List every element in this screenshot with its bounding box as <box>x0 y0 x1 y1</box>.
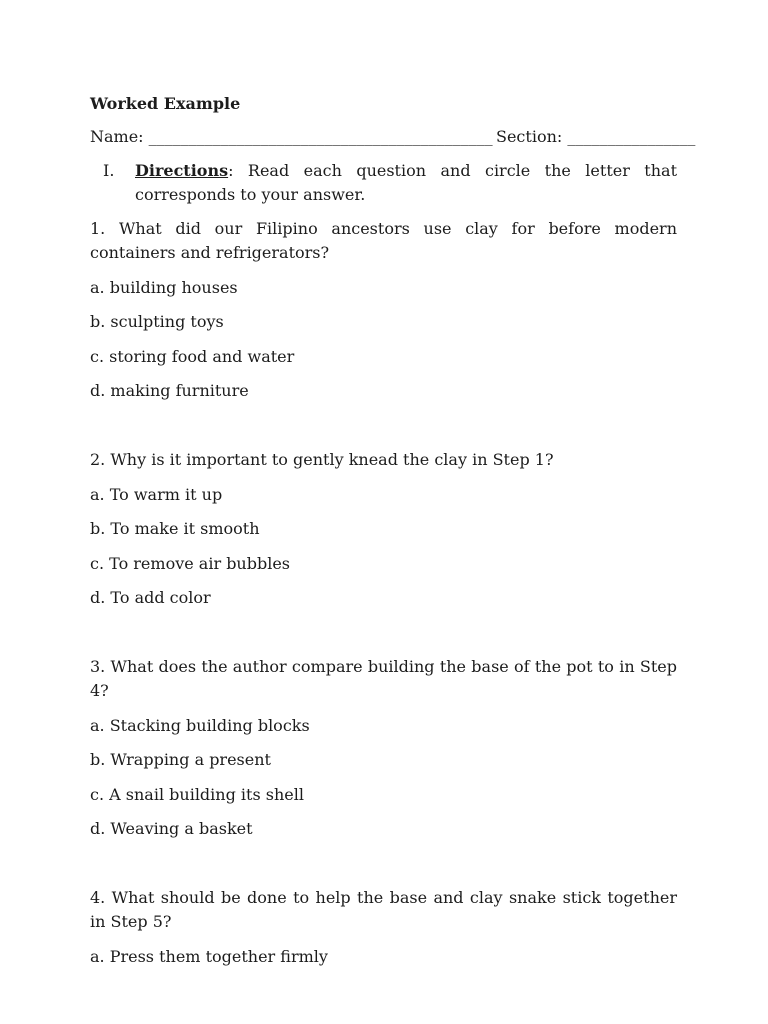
question-1: 1. What did our Filipino ancestors use clay for before modern containers and refrigerators? <box>90 219 677 262</box>
directions-number: I. <box>103 161 115 180</box>
question-3: 3. What does the author compare building the base of the pot to in Step 4? <box>90 657 677 700</box>
question-3-option-a[interactable]: a. Stacking building blocks <box>90 715 310 735</box>
section-field-label: Section: ________________ <box>496 127 696 146</box>
directions-block <box>90 159 677 207</box>
directions-text-wrap <box>135 159 677 207</box>
directions-text: : Read each question and circle the letter that corresponds to your answer. <box>135 161 677 204</box>
question-2: 2. Why is it important to gently knead the clay in Step 1? <box>90 450 554 469</box>
question-4: 4. What should be done to help the base and clay snake stick together in Step 5? <box>90 888 677 931</box>
page-title: Worked Example <box>90 94 241 113</box>
question-2-option-a[interactable]: a. To warm it up <box>90 484 223 504</box>
worksheet-content <box>90 91 696 969</box>
question-2-option-b[interactable]: b. To make it smooth <box>90 519 260 538</box>
directions-label: Directions <box>135 161 229 180</box>
question-3-option-d[interactable]: d. Weaving a basket <box>90 819 253 838</box>
question-1-option-a[interactable]: a. building houses <box>90 277 238 297</box>
question-1-option-b[interactable]: b. sculpting toys <box>90 312 224 331</box>
question-2-option-c[interactable]: c. To remove air bubbles <box>90 553 291 573</box>
name-section-line <box>90 125 696 149</box>
question-3-option-b[interactable]: b. Wrapping a present <box>90 750 271 769</box>
question-4-option-a[interactable]: a. Press them together firmly <box>90 946 328 966</box>
question-1-option-c[interactable]: c. storing food and water <box>90 346 295 366</box>
question-1-option-d[interactable]: d. making furniture <box>90 381 249 400</box>
name-field-label: Name: ___________________________________________ <box>90 127 493 146</box>
question-2-option-d[interactable]: d. To add color <box>90 588 211 607</box>
question-3-option-c[interactable]: c. A snail building its shell <box>90 784 304 804</box>
